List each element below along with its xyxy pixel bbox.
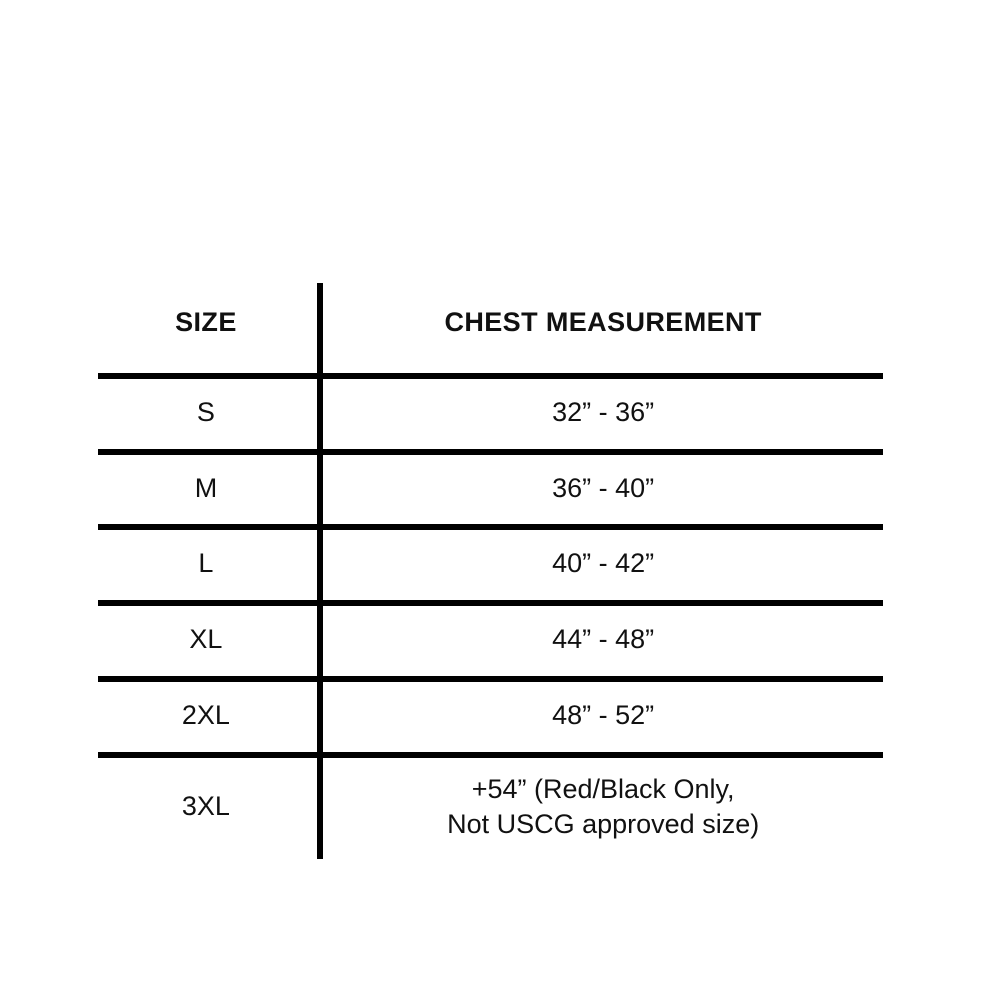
table-row	[98, 527, 883, 603]
chest-value-line-2: Not USCG approved size)	[447, 809, 760, 840]
header-label-size: SIZE	[175, 307, 237, 337]
cell-size	[98, 527, 314, 603]
size-chart-table	[98, 283, 883, 859]
header-cell-size	[98, 283, 314, 376]
cell-chest	[323, 603, 883, 679]
cell-size	[98, 679, 314, 755]
size-value: 3XL	[181, 791, 230, 822]
chest-value: 36” - 40”	[552, 472, 655, 503]
cell-size	[98, 452, 314, 528]
divider-cell	[314, 755, 323, 859]
cell-size	[98, 376, 314, 452]
table-row	[98, 376, 883, 452]
table-row	[98, 452, 883, 528]
cell-chest	[323, 527, 883, 603]
chest-value: 32” - 36”	[552, 396, 655, 427]
divider-cell	[314, 603, 323, 679]
cell-size	[98, 755, 314, 859]
chest-value: 48” - 52”	[552, 699, 655, 730]
size-value: XL	[189, 624, 223, 654]
size-value: 2XL	[181, 699, 230, 730]
chest-value-line-1: +54” (Red/Black Only,	[471, 773, 735, 804]
chest-value-multiline	[323, 758, 883, 859]
divider-cell	[314, 527, 323, 603]
table-header-row	[98, 283, 883, 376]
header-label-chest: CHEST MEASUREMENT	[444, 307, 762, 337]
table-row	[98, 679, 883, 755]
cell-chest	[323, 679, 883, 755]
table-row	[98, 755, 883, 859]
divider-cell	[314, 452, 323, 528]
size-value: L	[198, 548, 214, 579]
cell-chest	[323, 376, 883, 452]
size-value: S	[196, 396, 215, 427]
divider-cell	[314, 283, 323, 376]
size-value: M	[194, 472, 218, 503]
chest-value: 44” - 48”	[552, 624, 655, 654]
table-row	[98, 603, 883, 679]
header-cell-chest	[323, 283, 883, 376]
divider-cell	[314, 376, 323, 452]
cell-chest	[323, 755, 883, 859]
chest-value: 40” - 42”	[552, 548, 655, 579]
size-chart	[98, 283, 883, 859]
divider-cell	[314, 679, 323, 755]
cell-size	[98, 603, 314, 679]
cell-chest	[323, 452, 883, 528]
